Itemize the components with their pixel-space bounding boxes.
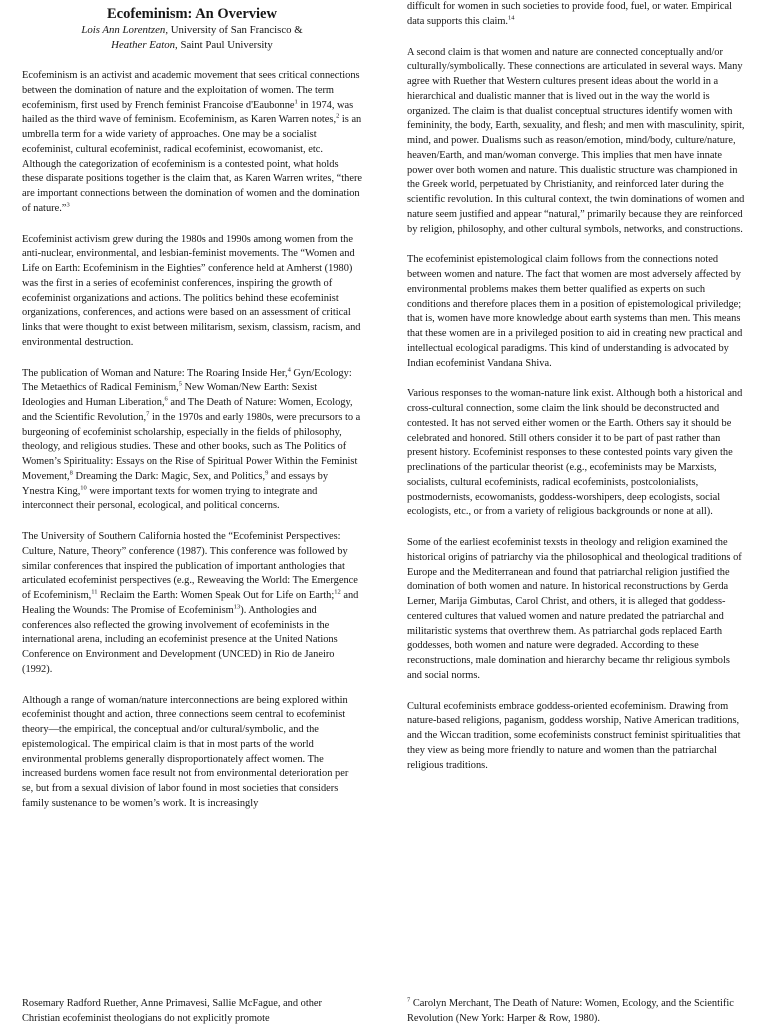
footnote-marker: 13 [233,603,241,611]
footnote-marker: 7 [407,996,411,1004]
author-2: Heather Eaton [111,39,176,51]
affiliation-1: , University of San Francisco & [165,24,303,36]
footnote-marker: 12 [334,588,341,596]
footnote-marker: 2 [336,112,340,120]
paragraph [407,700,745,774]
text-run: Various responses to the woman-nature link exist. Although both a historical and cross-cultural connection, some claim the link should be deconstructed and contested. It has not served either women or the Earth. Others say it should be celebrated and honored. Still others consider it to be part of past rather than present history. Ecofeminist responses to these contested points vary given the preclinations of the particular theorist (e.g., ecofeminists may be Marxists, socialists, cultural ecofeminists, radical ecofeminists, postcolonialists, postmodernists, ecowomanists, goddess-worshipers, deep ecologists, social ecologists, etc., or from a variety of religious backgrounds or none at all). [407,388,743,518]
text-run: is an umbrella term for a wide variety of approaches. One may be a socialist ecofeminist, cultural ecofeminist, radical ecofeminist, ecowomanist, etc. Although the categorization of ecofeminism is a contested point, what holds these disparate positions together is the claim that, as Karen Warren writes, “there are important connections between the domination of women and the domination of nature.” [22,114,363,214]
text-run: and essays by Ynestra King, [22,470,329,497]
text-run: ). Anthologies and conferences also reflected the growing involvement of ecofeminists in the international arena, including an ecofeminist presence at the United Nations Conference on Environment and Development (UNCED) in Rio de Janeiro (1992). [22,604,338,675]
text-run: and The Death of Nature: Women, Ecology, and the Scientific Revolution, [22,397,353,423]
text-run: and Healing the Wounds: The Promise of Ecofeminism [22,590,359,616]
text-run: Carolyn Merchant, The Death of Nature: Women, Ecology, and the Scientific Revolution (New York: Harper & Row, 1980). [407,998,734,1024]
left-column [22,0,362,828]
footnote-marker: 14 [508,14,515,22]
right-paragraphs [407,0,745,773]
paragraph [22,233,362,351]
article-title: Ecofeminism: An Overview [107,6,277,22]
paragraph [407,46,745,238]
paragraph [22,694,362,812]
text-run: in 1974, was hailed as the third wave of feminism. Ecofeminism, as Karen Warren notes, [22,99,354,126]
footnote-marker: 7 [146,410,150,418]
text-run: New Woman/New Earth: Sexist Ideologies and Human Liberation, [22,382,318,408]
text-run: difficult for women in such societies to provide food, fuel, or water. Empirical data supports this claim. [407,1,733,27]
footnote-marker: 8 [69,469,73,477]
right-column [407,0,745,789]
footnote-marker: 9 [265,469,269,477]
text-run: were important texts for women trying to integrate and interconnect their personal, ecological, and political concerns. [22,485,318,512]
paragraph [407,0,745,30]
text-run: Dreaming the Dark: Magic, Sex, and Politics, [72,470,266,482]
footnote-marker: 1 [294,98,298,106]
text-run: Rosemary Radford Ruether, Anne Primavesi, Sallie McFague, and other Christian ecofeminist theologians do not explicitly promote [22,998,322,1024]
paragraph [22,530,362,678]
footer-left-text [22,997,362,1027]
text-run: The University of Southern California hosted the “Ecofeminist Perspectives: Culture, Nature, Theory” conference (1987). This conference was followed by similar conferences that inspired the publication of important anthologies that articulated ecofeminist perspectives (e.g., Reweaving the World: The Emergence of Ecofeminism, [22,531,358,601]
footnote-marker: 4 [287,366,291,374]
footnote-marker: 11 [91,588,98,596]
left-paragraphs [22,69,362,812]
text-run: Ecofeminism is an activist and academic movement that sees critical connections between the domination of nature and the exploitation of women. The term ecofeminism, first used by French feminist Francoise d'Eaubonne [22,70,360,111]
text-run: in the 1970s and early 1980s, were precursors to a burgeoning of ecofeminist scholarship, especially in the fields of philosophy, theology, and religious studies. These and other books, such as The Politics of Women’s Spirituality: Essays on the Rise of Spiritual Power Within the Feminist Movement, [22,411,361,482]
byline-line-2 [22,38,362,53]
footnote-marker: 5 [178,380,182,388]
text-run: Gyn/Ecology: The Metaethics of Radical Feminism, [22,367,352,394]
paragraph [407,536,745,684]
footnote-7 [407,997,745,1027]
footnote-marker: 6 [164,395,168,403]
text-run: Some of the earliest ecofeminist texsts in theology and religion examined the historical origins of patriarchy via the philosophical and theological traditions of Europe and the Mediterranean and found that patriarchal religion justified the domination of both women and nature. In historical reconstructions by Gerda Lerner, Marija Gimbutas, Carol Christ, and others, it is alleged that goddess-centered cultures that valued women and nature predated the patriarchal and militaristic systems that overthrew them. As patriarchal gods replaced Earth goddesses, both women and nature were degraded. According to these reconstructions, male domination and hierarchy became thr religious symbols and social norms. [407,537,742,681]
paragraph [407,387,745,520]
affiliation-2: , Saint Paul University [175,39,273,51]
footnote-marker: 3 [66,201,70,209]
text-run: Although a range of woman/nature interconnections are being explored within ecofeminist thought and action, three connections seem central to ecofeminist theory—the empirical, the conceptual and/or cultural/symbolic, and the epistemological. The empirical claim is that in most parts of the world environmental problems generally disproportionately affect women. The increased burdens women face result not from environmental deterioration per se, but from a sexual division of labor found in most societies that considers family sustenance to be women’s work. It is increasingly [22,694,349,809]
text-run: The publication of Woman and Nature: The Roaring Inside Her, [22,367,288,379]
text-run: The ecofeminist epistemological claim follows from the connections noted between women and nature. The fact that women are most adversely affected by environmental problems makes them better qualified as experts on such conditions and therefore places them in a position of epistemological priviledge; that is, women have more knowledge about earth systems than men. This means that these women are in a privileged position to aid in creating new practical and intellectual ecological paradigms. This kind of understanding is advocated by Indian ecofeminist Vandana Shiva. [407,254,743,369]
byline-line-1 [22,23,362,38]
text-run: Ecofeminist activism grew during the 1980s and 1990s among women from the anti-nuclear, environmental, and lesbian-feminist movements. The “Women and Life on Earth: Ecofeminism in the Eighties” conference held at Amherst (1980) was the first in a series of ecofeminist conferences, inspiring the growth of ecofeminist organizations and actions. The politics behind these ecofeminist organizations, conferences, and actions were based on an assessment of critical links that were thought to exist between militarism, sexism, classism, racism, and environmental destruction. [22,233,361,348]
paragraph [407,253,745,371]
author-1: Lois Ann Lorentzen [81,24,166,36]
text-run: Cultural ecofeminists embrace goddess-oriented ecofeminism. Drawing from nature-based religions, paganism, goddess worship, Native American traditions, and the Wiccan tradition, some ecofeminists construct feminist spiritualities that they view as being more friendly to nature and women than the patriarchal religious traditions. [407,700,741,771]
paragraph [22,69,362,217]
paragraph [22,367,362,515]
text-run: A second claim is that women and nature are connected conceptually and/or culturally/symbolically. These connections are articulated in several ways. Many agree with Ruether that Western cultures present ideas about the world in a hierarchical and dualistic manner that is lived out in the way the world is organized. The claim is that dualist conceptual structures identify women with femininity, the body, Earth, sexuality, and flesh; and men with masculinity, spirit, mind, and power. Dualisms such as reason/emotion, mind/body, culture/nature, heaven/Earth, and man/woman converge. This implies that men have innate power over both women and nature. This dualistic structure was championed in the Greek world, perpetuated by Christianity, and reinforced later during the scientific revolution. In this cultural context, the twin dominations of women and nature seem justified and appear “natural,” primarily because they are reinforced by religion, philosophy, and other cultural symbols, networks, and constructions. [407,46,745,235]
footnote-marker: 10 [80,484,87,492]
text-run: Reclaim the Earth: Women Speak Out for Life on Earth; [97,590,335,601]
